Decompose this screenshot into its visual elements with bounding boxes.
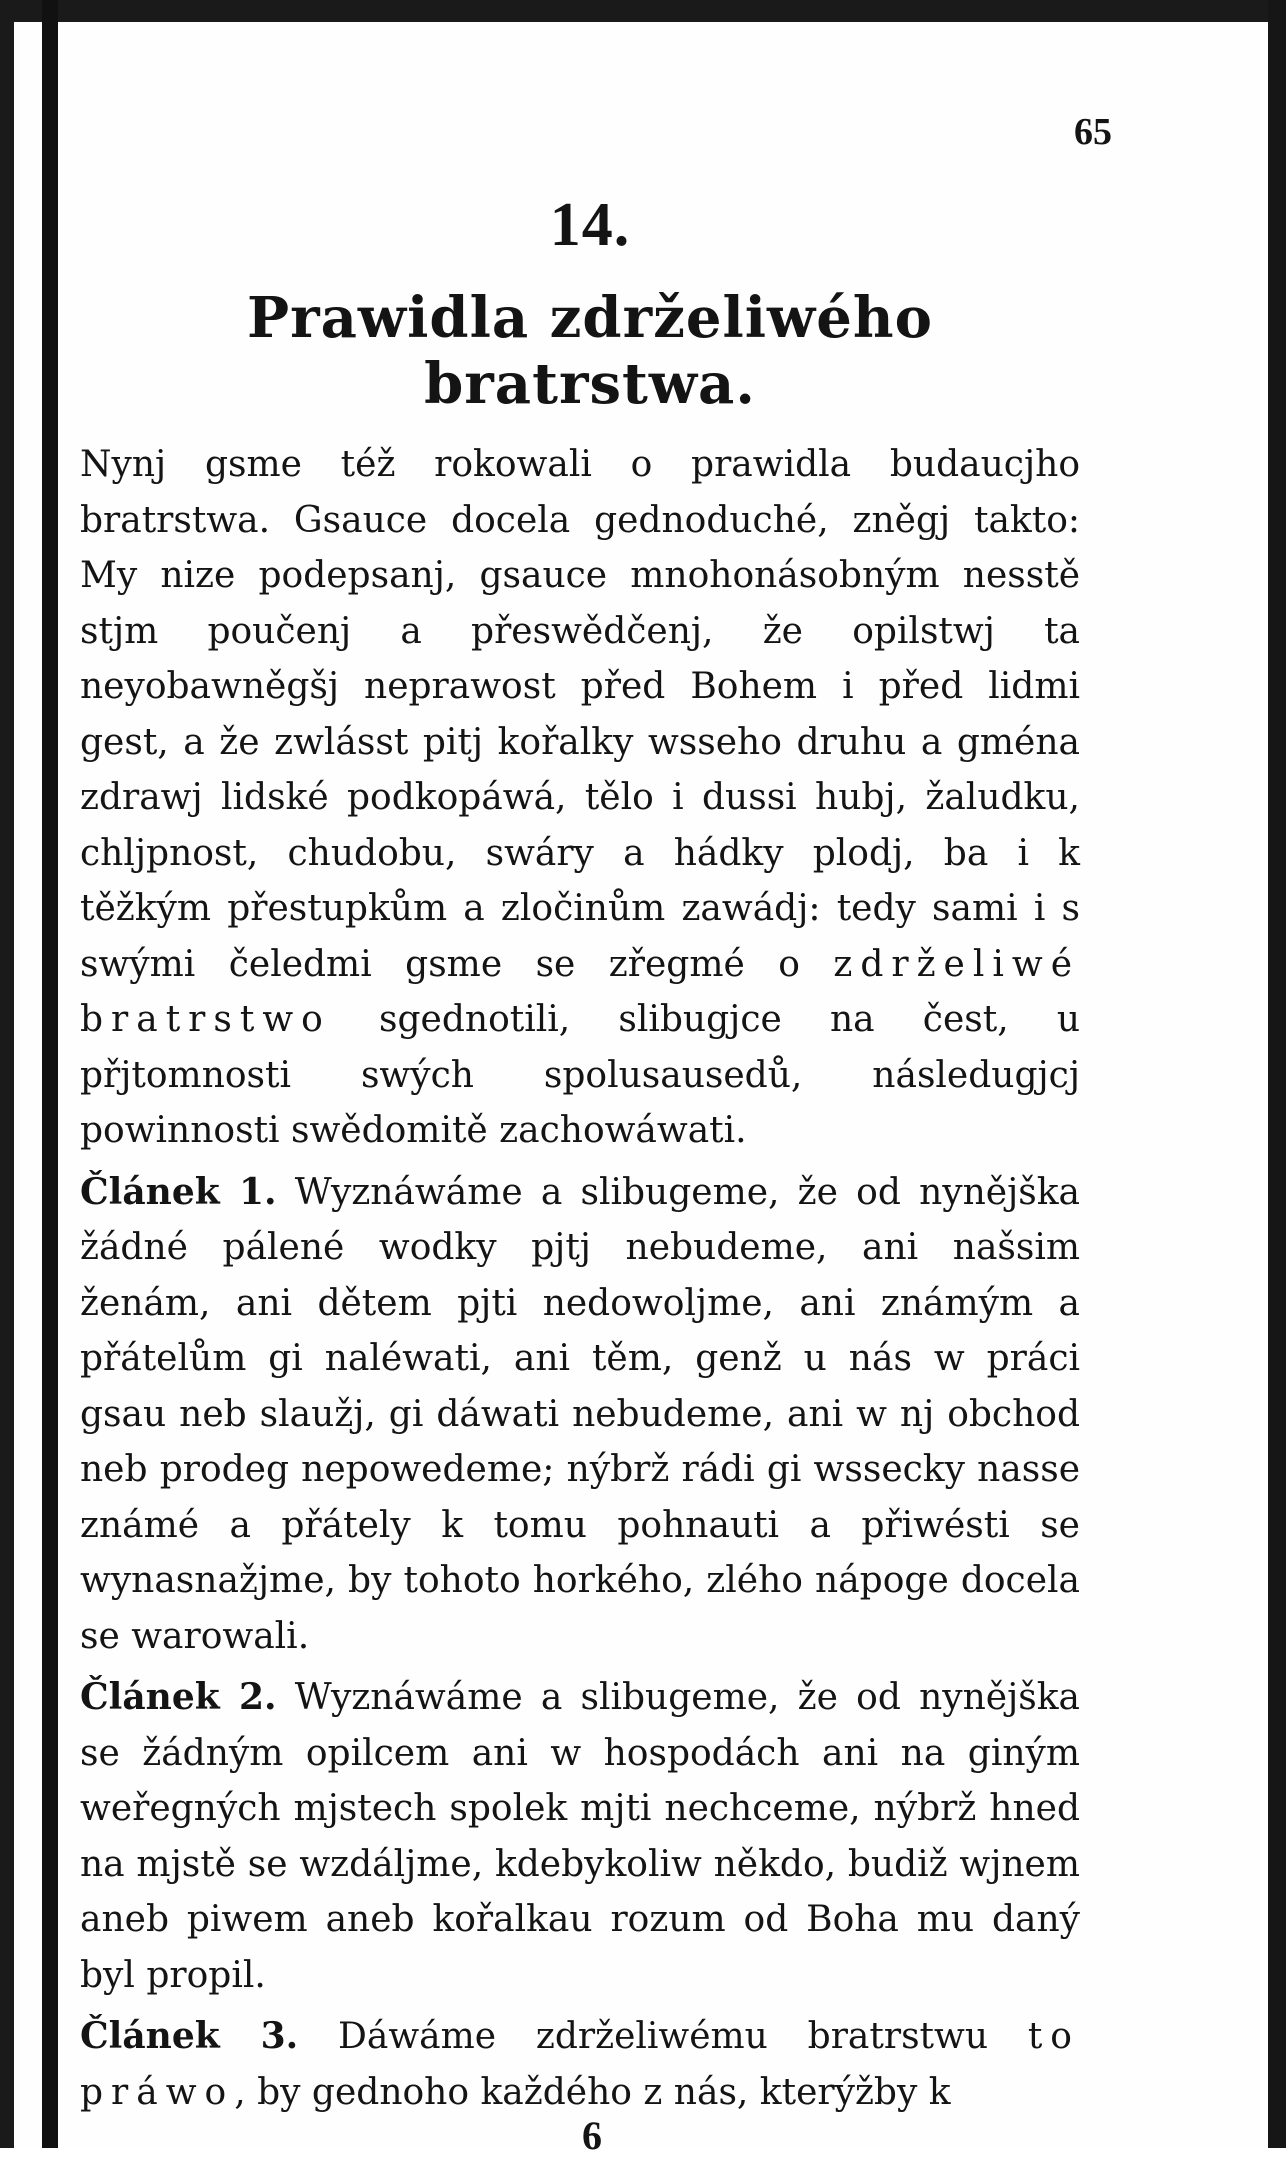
chapter-number: 14. <box>549 191 631 259</box>
article-1-label: Článek 1. <box>80 1170 277 1213</box>
article-3-text: Dáwáme zdrželiwému bratrstwu <box>338 2016 989 2057</box>
article-3 <box>80 2009 1080 2120</box>
scan-border-left-outer <box>0 0 14 2148</box>
article-2 <box>80 1670 1080 2003</box>
scan-border-left-inner <box>42 0 58 2148</box>
chapter-title: Prawidla zdrželiwého bratrstwa. <box>247 285 933 417</box>
scan-border-top <box>0 0 1286 22</box>
article-3-text-after: , by gednoho každého z nás, kterýžby k <box>234 2071 951 2113</box>
article-3-label: Článek 3. <box>80 2015 299 2057</box>
scan-border-right <box>1268 0 1286 2148</box>
intro-emphasis: zdrželiwé bratrstwo <box>80 943 1080 1040</box>
page-content <box>80 110 1112 2159</box>
intro-text: Nynj gsme též rokowali o prawidla budaucjho bratrstwa. Gsauce docela gednoduché, zněgj takto: My nize podepsanj, gsauce mnohonásobným nesstě stjm poučenj a přeswědčenj, že opilstwj ta neyobawněgšj neprawost před Bohem i před lidmi gest, a že zwlásst pitj kořalky wsseho druhu a gména zdrawj lidské podkopáwá, tělo i dussi hubj, žaludku, chljpnost, chudobu, swáry a hádky plodj, ba i k těžkým přestupkům a zločinům zawádj: tedy sami i s swými čeledmi gsme se zřegmé o <box>80 444 1080 985</box>
signature-mark: 6 <box>582 2113 602 2158</box>
intro-paragraph <box>80 437 1080 1159</box>
article-1 <box>80 1165 1080 1665</box>
article-2-label: Článek 2. <box>80 1676 277 1718</box>
article-2-text: Wyznáwáme a slibugeme, že od nynějška se žádným opilcem ani w hospodách ani na giným weřegných mjstech spolek mjti nechceme, nýbrž hned na mjstě se wzdáljme, kdebykoliw někdo, budiž wjnem aneb piwem aneb kořalkau rozum od Boha mu daný byl propil. <box>80 1677 1080 1996</box>
page-number: 65 <box>1074 111 1112 153</box>
body-text <box>80 437 1080 2120</box>
intro-text-after: sgednotili, slibugjce na čest, u přjtomnosti swých spolusausedů, následugjcj powinnosti swědomitě zachowáwati. <box>80 999 1080 1151</box>
article-3-emphasis: to práwo <box>80 2016 1080 2113</box>
article-1-text: Wyznáwáme a slibugeme, že od nynějška žádné pálené wodky pjtj nebudeme, ani našsim ženám, ani dětem pjti nedowoljme, ani známým a přátelům gi naléwati, ani těm, genž u nás w práci gsau neb slaužj, gi dáwati nebudeme, ani w nj obchod neb prodeg nepowedeme; nýbrž rádi gi wssecky nasse známé a přátely k tomu pohnauti a přiwésti se wynasnažjme, by tohoto horkého, zlého nápoge docela se warowali. <box>80 1171 1080 1657</box>
